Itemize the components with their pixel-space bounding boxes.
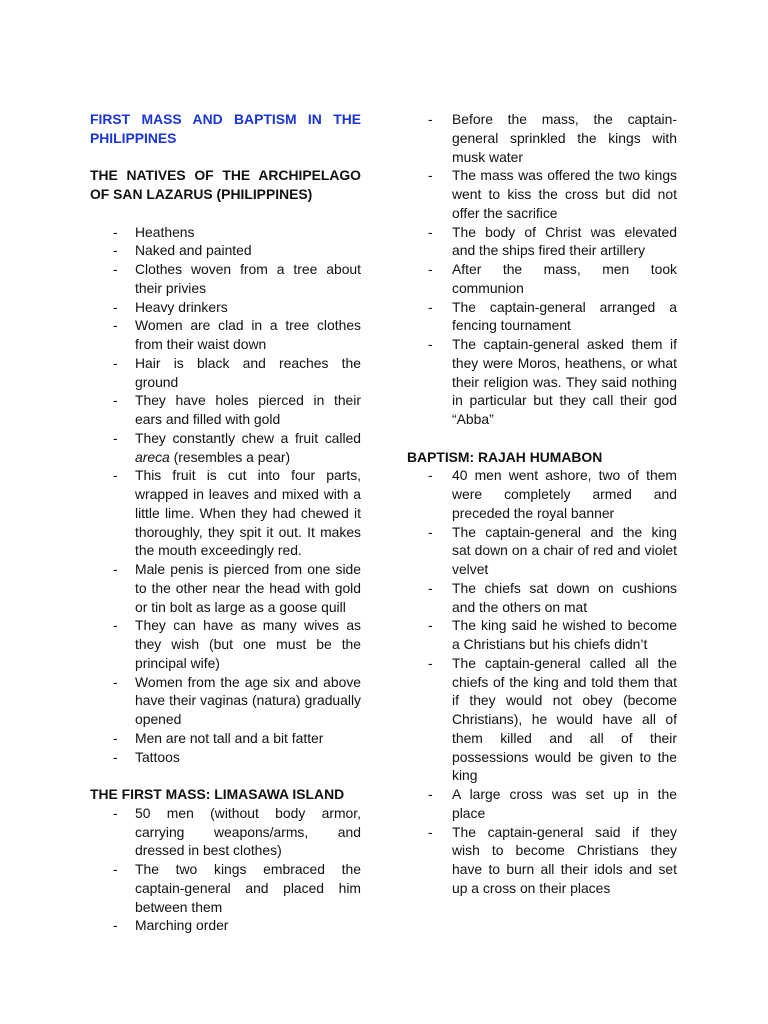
list-item-text: Heathens	[135, 223, 195, 240]
list-item-text: Women from the age six and above have their vaginas (natura) gradually opened	[135, 673, 361, 727]
dash-bullet: -	[113, 917, 118, 934]
dash-bullet: -	[428, 523, 433, 540]
dash-bullet: -	[428, 617, 433, 634]
dash-bullet: -	[428, 823, 433, 840]
dash-bullet: -	[428, 298, 433, 315]
dash-bullet: -	[113, 673, 118, 690]
list-item	[407, 335, 677, 429]
list-item-text: Clothes woven from a tree about their privies	[135, 261, 361, 296]
areca-term: areca	[135, 448, 170, 465]
dash-bullet: -	[113, 467, 118, 484]
list-item-text: Men are not tall and a bit fatter	[135, 729, 324, 746]
list-item-text: The captain-general and the king sat down on a chair of red and violet velvet	[452, 523, 677, 577]
list-item	[407, 110, 677, 166]
dash-bullet: -	[428, 654, 433, 671]
baptism-list	[407, 466, 677, 897]
list-item-text: The king said he wished to become a Christians but his chiefs didn’t	[452, 617, 677, 652]
dash-bullet: -	[428, 336, 433, 352]
first-mass-heading: THE FIRST MASS: LIMASAWA ISLAND	[90, 786, 345, 802]
dash-bullet: -	[428, 467, 433, 484]
dash-bullet: -	[428, 111, 433, 127]
spacer	[407, 429, 677, 448]
list-item-text: Marching order	[135, 917, 229, 934]
list-item-text: The two kings embraced the captain-general and placed him between them	[135, 861, 361, 915]
natives-list	[90, 223, 361, 767]
dash-bullet: -	[113, 317, 118, 334]
list-item-text: 40 men went ashore, two of them were completely armed and preceded the royal banner	[452, 467, 677, 521]
dash-bullet: -	[113, 748, 118, 765]
dash-bullet: -	[113, 429, 118, 446]
list-item-text: They can have as many wives as they wish (but one must be the principal wife)	[135, 617, 361, 671]
right-column	[407, 110, 677, 898]
dash-bullet: -	[113, 561, 118, 577]
list-item-text: After the mass, men took communion	[452, 261, 677, 296]
list-item	[90, 916, 361, 935]
list-item	[407, 466, 677, 522]
list-item	[90, 223, 361, 242]
baptism-heading: BAPTISM: RAJAH HUMABON	[407, 448, 603, 465]
mass-list	[407, 110, 677, 429]
list-item	[407, 166, 677, 222]
list-item	[90, 391, 361, 429]
list-item-text: Hair is black and reaches the ground	[135, 354, 361, 390]
dash-bullet: -	[113, 729, 118, 746]
list-item-text: Naked and painted	[135, 242, 252, 259]
spacer	[90, 148, 361, 167]
list-item	[90, 241, 361, 260]
list-item	[90, 804, 361, 860]
spacer	[90, 204, 361, 223]
list-item	[90, 354, 361, 392]
list-item-text: The mass was offered the two kings went to kiss the cross but did not offer the sacrifice	[452, 167, 677, 221]
list-item	[90, 429, 361, 467]
list-item-text: Male penis is pierced from one side to the other near the head with gold or tin bolt as large as a goose quill	[135, 561, 361, 615]
list-item	[90, 616, 361, 672]
dash-bullet: -	[113, 617, 118, 634]
dash-bullet: -	[113, 354, 118, 371]
list-item	[407, 616, 677, 654]
list-item-text: The body of Christ was elevated and the ships fired their artillery	[452, 223, 677, 259]
list-item	[407, 223, 677, 261]
list-item	[90, 673, 361, 729]
dash-bullet: -	[428, 786, 433, 802]
natives-heading: THE NATIVES OF THE ARCHIPELAGO OF SAN LAZARUS (PHILIPPINES)	[90, 167, 361, 202]
list-item-text: The captain-general asked them if they were Moros, heathens, or what their religion was. They said nothing in particular but they call their god “Abba”	[452, 336, 677, 427]
list-item-text: Women are clad in a tree clothes from their waist down	[135, 317, 361, 352]
document-title: FIRST MASS AND BAPTISM IN THE PHILIPPINES	[90, 111, 361, 146]
list-item	[90, 298, 361, 317]
dash-bullet: -	[113, 261, 118, 277]
list-item	[90, 560, 361, 616]
list-item	[407, 785, 677, 823]
list-item-text: The captain-general said if they wish to become Christians they have to burn all their idols and set up a cross on their places	[452, 823, 677, 896]
dash-bullet: -	[428, 167, 433, 184]
list-item	[90, 748, 361, 767]
list-item	[407, 579, 677, 617]
list-item	[90, 466, 361, 560]
left-column	[90, 110, 361, 935]
list-item	[407, 298, 677, 336]
dash-bullet: -	[113, 804, 118, 821]
list-item-text: The captain-general arranged a fencing tournament	[452, 298, 677, 334]
dash-bullet: -	[113, 298, 118, 315]
first-mass-list	[90, 804, 361, 935]
list-item-text: 50 men (without body armor, carrying weapons/arms, and dressed in best clothes)	[135, 804, 361, 859]
dash-bullet: -	[428, 579, 433, 596]
spacer	[90, 766, 361, 785]
list-item-text: Before the mass, the captain-general sprinkled the kings with musk water	[452, 111, 677, 165]
list-item	[407, 823, 677, 898]
list-item-text: This fruit is cut into four parts, wrapped in leaves and mixed with a little lime. When they had chewed it thoroughly, they spit it out. It makes the mouth exceedingly red.	[135, 467, 361, 559]
dash-bullet: -	[113, 242, 118, 259]
areca-text-before: They constantly chew a fruit called	[135, 429, 361, 446]
list-item-text: They have holes pierced in their ears and filled with gold	[135, 392, 361, 427]
list-item-text: The chiefs sat down on cushions and the others on mat	[452, 579, 677, 615]
list-item-text: Tattoos	[135, 748, 180, 765]
dash-bullet: -	[113, 861, 118, 877]
list-item	[407, 654, 677, 785]
list-item-text: A large cross was set up in the place	[452, 786, 677, 821]
dash-bullet: -	[428, 223, 433, 240]
list-item	[90, 729, 361, 748]
dash-bullet: -	[113, 223, 118, 240]
list-item	[407, 260, 677, 298]
dash-bullet: -	[428, 261, 433, 277]
list-item-text: Heavy drinkers	[135, 298, 228, 315]
list-item	[90, 860, 361, 916]
list-item-text: The captain-general called all the chiefs of the king and told them that if they would not obey (become Christians), he would have all of them killed and all of their possessions would be given to the king	[452, 654, 677, 784]
list-item	[90, 316, 361, 354]
dash-bullet: -	[113, 392, 118, 409]
list-item	[407, 523, 677, 579]
areca-text-after: (resembles a pear)	[169, 448, 291, 465]
list-item	[90, 260, 361, 298]
